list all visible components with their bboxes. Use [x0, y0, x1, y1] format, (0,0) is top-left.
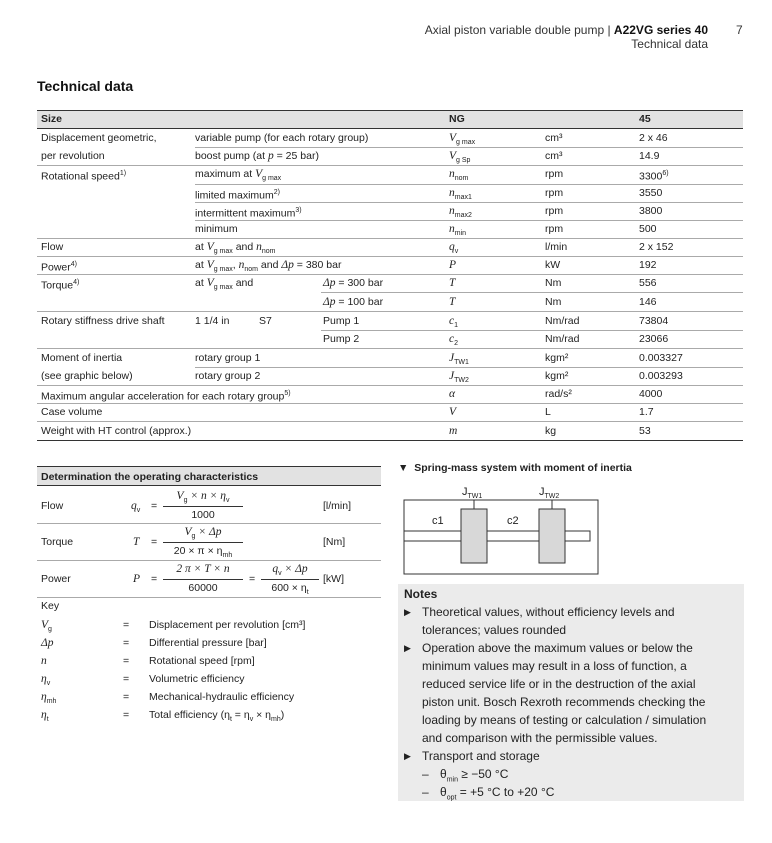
unit: rpm [545, 223, 564, 235]
flow-denominator: 1000 [191, 509, 215, 521]
unit: kgm² [545, 352, 569, 364]
notes-title: Notes [404, 587, 438, 601]
key-symbol-sub: t [46, 716, 49, 724]
symbol: n [238, 259, 245, 271]
row-label: Weight with HT control (approx.) [41, 425, 192, 437]
bullet-icon: ▶ [404, 607, 411, 617]
symbol: J [449, 370, 455, 382]
symbol: n [449, 168, 455, 180]
symbol: V [206, 277, 214, 289]
row-label: Case volume [41, 406, 103, 418]
header-value: 45 [639, 113, 651, 125]
table-row [37, 349, 743, 367]
table-row [37, 129, 743, 147]
value: 146 [639, 296, 657, 308]
unit: rpm [545, 168, 564, 180]
header-ng: NG [449, 113, 465, 125]
key-symbol: V [41, 619, 49, 631]
symbol: p [267, 150, 274, 162]
key-description: Differential pressure [bar] [149, 637, 267, 649]
equals-sign: = [151, 573, 158, 585]
power-num2-q: q [272, 563, 279, 575]
value: 500 [639, 223, 657, 235]
key-symbol: Δp [41, 637, 54, 649]
row-label: Moment of inertia [41, 352, 123, 364]
row-divider [37, 523, 381, 524]
key-description: Total efficiency (η [149, 709, 230, 721]
power-num2-tail: × Δp [281, 563, 308, 575]
footnote-ref: 4) [73, 279, 80, 286]
symbol: T [449, 296, 456, 308]
unit: Nm [545, 296, 562, 308]
table-row [37, 293, 743, 311]
flow-num-V: V [176, 490, 184, 502]
symbol-sub: v [454, 248, 459, 256]
row-condition: at [195, 277, 207, 289]
header-title: Axial piston variable double pump | [424, 23, 614, 37]
c1-label: c1 [432, 515, 444, 527]
symbol: V [449, 150, 457, 162]
unit: rad/s² [545, 388, 572, 400]
notes-box [398, 584, 744, 801]
theta-sub: min [446, 776, 458, 784]
row-condition: 1 1/4 in [195, 315, 230, 327]
row-condition: variable pump (for each rotary group) [195, 132, 369, 144]
rotary-group-2-mass [539, 509, 565, 563]
row-condition: minimum [195, 223, 238, 235]
footnote-ref: 1) [119, 170, 127, 177]
fraction-line [163, 542, 243, 543]
symbol: V [206, 259, 214, 271]
symbol: Δp [323, 296, 336, 308]
flow-num-tail: × n × η [187, 490, 226, 502]
symbol-sub: g max [213, 284, 233, 292]
note-2-line: piston unit. Bosch Rexroth recommends checking the [422, 695, 706, 709]
table-row [37, 274, 743, 292]
key-description: Volumetric efficiency [149, 673, 245, 685]
symbol-sub: g max [213, 248, 233, 256]
table-row [37, 184, 743, 202]
note-2-line: and comparison with the permissible values. [422, 731, 658, 745]
row-condition: = 25 bar) [273, 150, 319, 162]
theta-sub: opt [446, 794, 457, 802]
unit: cm³ [545, 150, 563, 162]
diagram-title-text: Spring-mass system with moment of inertia [414, 462, 632, 474]
torque-num-tail: × Δp [195, 526, 222, 538]
symbol: c [449, 315, 455, 327]
row-condition: at [195, 259, 207, 271]
table-row [37, 238, 743, 256]
row-label: Rotary stiffness drive shaft [41, 315, 165, 327]
table-row [37, 422, 743, 440]
symbol-sub: TW1 [454, 359, 469, 367]
row-condition: maximum at [195, 168, 256, 180]
row-divider [37, 560, 381, 561]
row-condition: intermittent maximum [195, 207, 296, 220]
page-header [425, 23, 708, 51]
torque-symbol: T [133, 536, 140, 548]
row-label: Torque [41, 279, 74, 292]
symbol: P [449, 259, 457, 271]
note-2-line: reduced service life or in the destruction of the axial [422, 677, 696, 691]
row-label: Displacement geometric, [41, 132, 157, 144]
power-denominator-2: 600 × η [271, 582, 307, 594]
key-description: Displacement per revolution [cm³] [149, 619, 306, 631]
row-condition: Pump 1 [323, 315, 360, 327]
value: 2 x 152 [639, 241, 674, 253]
symbol-sub: 2 [454, 340, 459, 348]
value: 0.003327 [639, 352, 683, 364]
power-num2-sub: v [278, 570, 282, 578]
row-condition: = 380 bar [293, 259, 342, 271]
unit: rpm [545, 187, 564, 199]
unit: l/min [545, 241, 568, 253]
j1-sub: TW1 [467, 493, 483, 501]
key-symbol: n [41, 655, 47, 667]
table-row [37, 202, 743, 220]
row-divider [37, 597, 381, 598]
footnote-ref: 2) [273, 189, 280, 196]
footnote-ref: 5) [284, 390, 291, 397]
row-label: Rotational speed [41, 170, 120, 183]
row-label: Power [41, 261, 71, 274]
row-label: Maximum angular acceleration for each rotary group [41, 390, 285, 403]
power-symbol: P [133, 573, 141, 585]
symbol-sub: min [454, 230, 467, 238]
unit: kW [545, 259, 561, 271]
symbol-sub: g Sp [456, 157, 471, 165]
symbol: m [449, 425, 458, 437]
dash-marker: – [422, 767, 429, 781]
equals-sign: = [249, 573, 256, 585]
symbol: n [449, 223, 455, 235]
power-den2-sub: t [306, 589, 309, 597]
value: 3550 [639, 187, 663, 199]
equals-sign: = [151, 500, 158, 512]
flow-num-sub: g [183, 497, 188, 505]
torque-unit: [Nm] [323, 536, 346, 548]
footnote-ref: 3) [295, 207, 302, 214]
table-row [37, 312, 743, 330]
symbol: Δp [323, 277, 336, 289]
symbol-sub: g max [262, 175, 282, 183]
row-condition: S7 [259, 315, 272, 327]
row-condition: limited maximum [195, 189, 274, 202]
fraction-line [163, 579, 243, 580]
table-row [37, 256, 743, 274]
value: 1.7 [639, 406, 654, 418]
bullet-icon: ▶ [404, 643, 411, 653]
row-condition: and [232, 277, 254, 289]
flow-num-tail-sub: v [225, 497, 230, 505]
unit: cm³ [545, 132, 563, 144]
diagram-title [398, 462, 632, 474]
torque-denominator: 20 × π × η [173, 545, 223, 557]
unit: Nm/rad [545, 315, 580, 327]
footnote-ref: 4) [70, 261, 77, 268]
bullet-icon: ▶ [404, 751, 411, 761]
spring-mass-diagram [398, 480, 608, 580]
fraction-line [163, 506, 243, 507]
value: 0.003293 [639, 370, 683, 382]
value: 73804 [639, 315, 669, 327]
power-label: Power [41, 573, 71, 585]
symbol: n [449, 205, 455, 217]
eff-sub: v [249, 716, 254, 724]
dash-marker: – [422, 785, 429, 799]
power-denominator-1: 60000 [188, 582, 218, 594]
j2-sub: TW2 [544, 493, 560, 501]
unit: rpm [545, 205, 564, 217]
eff-close: ) [280, 709, 285, 721]
power-unit: [kW] [323, 573, 344, 585]
value: 53 [639, 425, 651, 437]
unit: L [545, 406, 551, 418]
value: 23066 [639, 333, 669, 345]
power-numerator-1 [161, 563, 245, 575]
row-condition: rotary group 2 [195, 370, 261, 382]
row-label: (see graphic below) [41, 370, 133, 382]
value: 192 [639, 259, 657, 271]
key-equals: = [123, 709, 130, 721]
row-condition: = 100 bar [335, 296, 384, 308]
section-title: Technical data [37, 78, 134, 94]
key-title: Key [41, 600, 60, 612]
unit: kgm² [545, 370, 569, 382]
table-row [37, 147, 743, 165]
determination-title: Determination the operating characteristics [37, 466, 381, 486]
row-condition: and [258, 259, 282, 271]
row-condition: and [232, 241, 257, 253]
symbol: α [449, 388, 456, 400]
key-symbol-sub: g [48, 626, 52, 634]
key-equals: = [123, 655, 130, 667]
note-2-line: Operation above the maximum values or below the [422, 641, 693, 655]
key-symbol: η [41, 673, 47, 685]
symbol-sub: nom [261, 248, 276, 256]
power-num1-text: 2 π × T × n [176, 563, 230, 575]
torque-label: Torque [41, 536, 74, 548]
unit: Nm/rad [545, 333, 580, 345]
note-3-line: Transport and storage [422, 749, 540, 763]
note-2-line: loading by means of testing or calculation / simulation [422, 713, 707, 727]
row-condition: = 300 bar [335, 277, 384, 289]
key-symbol-sub: mh [46, 698, 57, 706]
theta-value: ≥ −50 °C [457, 767, 509, 781]
table-row [37, 385, 743, 403]
symbol: J [449, 352, 455, 364]
symbol-sub: 1 [454, 322, 459, 330]
key-equals: = [123, 619, 130, 631]
note-1-line: tolerances; values rounded [422, 623, 567, 637]
theta-value: = +5 °C to +20 °C [456, 785, 555, 799]
eff-part: × η [253, 709, 272, 721]
symbol: V [449, 406, 457, 418]
symbol: T [449, 277, 456, 289]
symbol-sub: max2 [454, 212, 472, 220]
value: 3800 [639, 205, 663, 217]
value: 3300 [639, 170, 663, 183]
torque-num-V: V [184, 526, 192, 538]
row-condition: rotary group 1 [195, 352, 261, 364]
flow-label: Flow [41, 500, 64, 512]
table-row [37, 330, 743, 348]
j2-label: J [539, 486, 545, 498]
symbol: q [449, 241, 455, 253]
page-number: 7 [736, 23, 743, 37]
unit: kg [545, 425, 557, 437]
key-symbol-sub: v [46, 680, 51, 688]
row-condition: boost pump (at [195, 150, 268, 162]
torque-den-sub: mh [222, 552, 233, 560]
table-row [37, 220, 743, 238]
theta-symbol: θ [440, 767, 447, 781]
key-description: Rotational speed [rpm] [149, 655, 255, 667]
eff-sub: mh [271, 716, 281, 724]
symbol-sub: nom [244, 266, 258, 274]
key-equals: = [123, 673, 130, 685]
row-condition: at [195, 241, 207, 253]
flow-symbol: q [131, 500, 137, 512]
key-symbol: η [41, 691, 47, 703]
triangle-down-icon: ▼ [398, 462, 409, 474]
row-condition: Pump 2 [323, 333, 360, 345]
j1-label: J [462, 486, 468, 498]
symbol: n [449, 187, 455, 199]
header-series: A22VG series 40 [613, 23, 708, 37]
theta-symbol: θ [440, 785, 447, 799]
table-bottom-rule [37, 440, 743, 441]
row-label: Flow [41, 241, 64, 253]
header-subtitle: Technical data [631, 37, 708, 51]
value: 2 x 46 [639, 132, 668, 144]
unit: Nm [545, 277, 562, 289]
header-size: Size [41, 113, 63, 125]
symbol-sub: g max [213, 266, 233, 274]
table-header-row [37, 110, 743, 129]
symbol: n [256, 241, 262, 253]
table-row [37, 403, 743, 421]
symbol-sub: nom [454, 175, 469, 183]
symbol: Δp [281, 259, 294, 271]
note-2-line: minimum values may result in a loss of function, a [422, 659, 687, 673]
torque-num-sub: g [191, 533, 196, 541]
row-condition: , [232, 259, 239, 271]
rotary-group-1-mass [461, 509, 487, 563]
equals-sign: = [151, 536, 158, 548]
symbol-sub: TW2 [454, 377, 469, 385]
eff-part: = η [231, 709, 250, 721]
value: 14.9 [639, 150, 660, 162]
value: 556 [639, 277, 657, 289]
value: 4000 [639, 388, 663, 400]
note-1-line: Theoretical values, without efficiency levels and [422, 605, 675, 619]
symbol: V [449, 132, 457, 144]
key-equals: = [123, 691, 130, 703]
key-symbol: η [41, 709, 47, 721]
c2-label: c2 [507, 515, 519, 527]
table-row [37, 165, 743, 183]
symbol-sub: g max [456, 139, 476, 147]
flow-unit: [l/min] [323, 500, 352, 512]
row-label: per revolution [41, 150, 105, 162]
flow-symbol-sub: v [136, 507, 141, 515]
eff-sub: t [229, 716, 232, 724]
footnote-ref: 6) [662, 170, 669, 177]
key-description: Mechanical-hydraulic efficiency [149, 691, 295, 703]
symbol: c [449, 333, 455, 345]
symbol-sub: max1 [454, 194, 472, 202]
fraction-line [261, 579, 319, 580]
key-equals: = [123, 637, 130, 649]
symbol: V [255, 168, 263, 180]
table-row [37, 367, 743, 385]
symbol: V [206, 241, 214, 253]
